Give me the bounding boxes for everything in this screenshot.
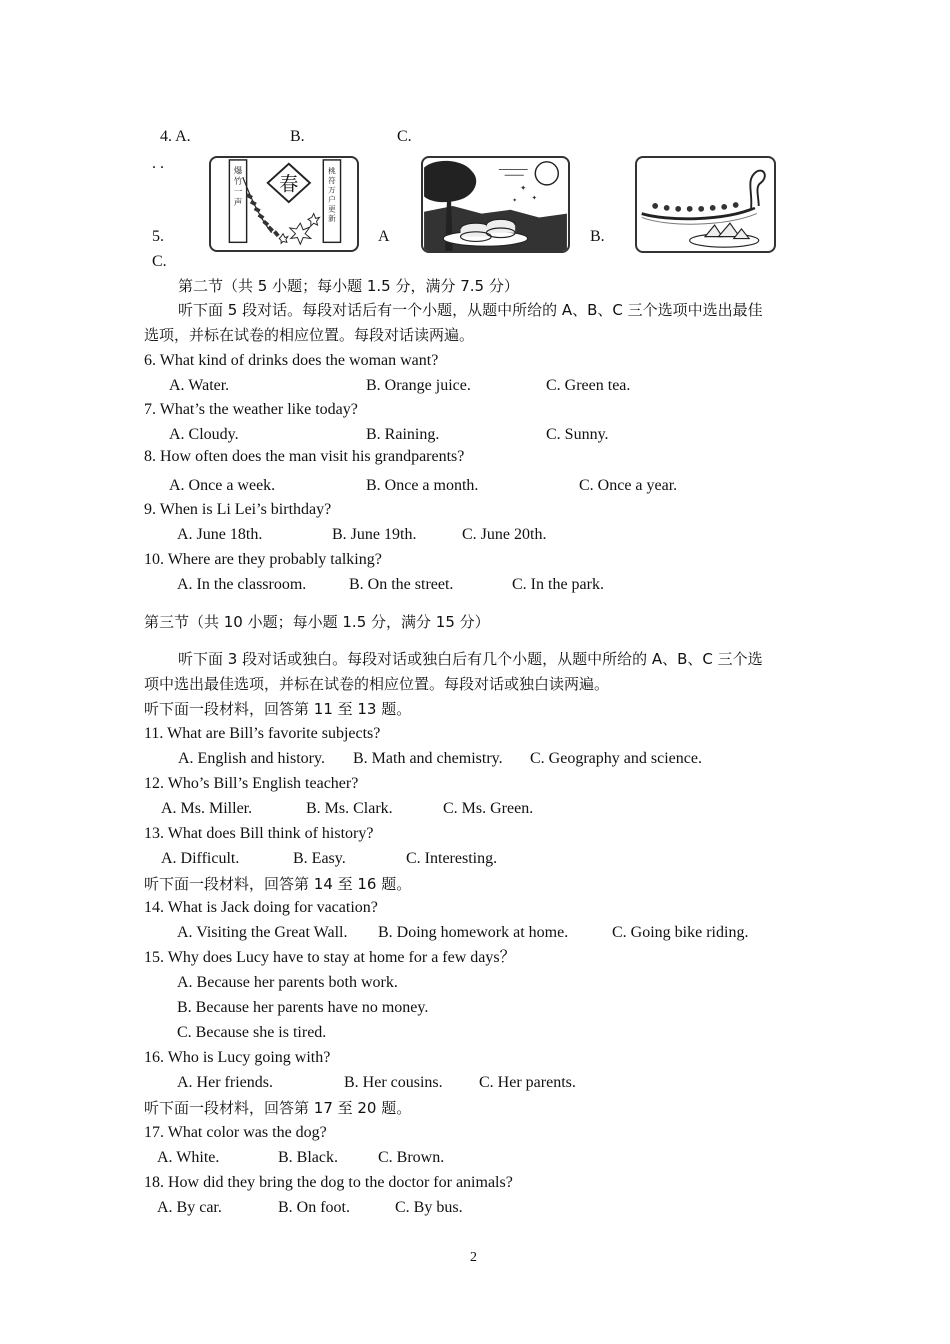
q11-question: 11. What are Bill’s favorite subjects? (144, 725, 381, 742)
q15-option-a: A. Because her parents both work. (177, 974, 398, 991)
q8-option-a: A. Once a week. (169, 477, 276, 494)
mid-autumn-picture (421, 156, 570, 253)
q9-question: 9. When is Li Lei’s birthday? (144, 501, 332, 518)
q9-option-a: A. June 18th. (177, 526, 263, 543)
q5-number: 5. (152, 228, 164, 245)
q14-question: 14. What is Jack doing for vacation? (144, 899, 378, 916)
q12-option-b: B. Ms. Clark. (306, 800, 393, 817)
q10-option-c: C. In the park. (512, 576, 604, 593)
q18-option-b: B. On foot. (278, 1199, 350, 1216)
q6-option-c: C. Green tea. (546, 377, 631, 394)
q17-question: 17. What color was the dog? (144, 1124, 327, 1141)
q13-option-a: A. Difficult. (161, 850, 240, 867)
q18-option-c: C. By bus. (395, 1199, 463, 1216)
q11-option-a: A. English and history. (178, 750, 325, 767)
q4-option-c-label: C. (397, 128, 412, 145)
section2-instruction-line1: 听下面 5 段对话。每段对话后有一个小题，从题中所给的 A、B、C 三个选项中选出最佳 (178, 301, 763, 319)
q7-option-c: C. Sunny. (546, 426, 609, 443)
right-couplet-text: 桃符万户更新 (328, 166, 336, 224)
svg-text:✦: ✦ (519, 183, 527, 193)
q11-option-b: B. Math and chemistry. (353, 750, 503, 767)
spring-festival-illustration (211, 158, 357, 250)
q15-question: 15. Why does Lucy have to stay at home for a few days？ (144, 949, 516, 966)
q17-option-b: B. Black. (278, 1149, 338, 1166)
left-couplet-text: 爆竹一声 (233, 166, 243, 208)
q10-option-b: B. On the street. (349, 576, 454, 593)
page-number: 2 (470, 1250, 477, 1265)
q5-stray-dots: . . (152, 155, 164, 172)
q13-option-b: B. Easy. (293, 850, 346, 867)
q10-question: 10. Where are they probably talking? (144, 551, 382, 568)
q16-option-c: C. Her parents. (479, 1074, 576, 1091)
section2-title: 第二节（共 5 小题；每小题 1.5 分，满分 7.5 分） (178, 277, 519, 295)
section3-instruction-line1: 听下面 3 段对话或独白。每段对话或独白后有几个小题，从题中所给的 A、B、C 三个选 (178, 650, 763, 668)
q17-option-c: C. Brown. (378, 1149, 445, 1166)
svg-text:✦: ✦ (531, 194, 538, 203)
q6-option-a: A. Water. (169, 377, 230, 394)
q7-option-a: A. Cloudy. (169, 426, 239, 443)
spring-festival-picture (209, 156, 359, 252)
dragon-boat-illustration (637, 158, 774, 251)
q14-option-a: A. Visiting the Great Wall. (177, 924, 348, 941)
q11-option-c: C. Geography and science. (530, 750, 702, 767)
mid-autumn-illustration (423, 158, 568, 251)
q4-number: 4. A. (160, 128, 191, 145)
section2-instruction-line2: 选项，并标在试卷的相应位置。每段对话读两遍。 (144, 326, 475, 344)
q14-option-c: C. Going bike riding. (612, 924, 749, 941)
q8-option-b: B. Once a month. (366, 477, 479, 494)
material1-intro: 听下面一段材料，回答第 11 至 13 题。 (144, 700, 412, 718)
q5-option-a-label: A (378, 228, 390, 245)
q13-option-c: C. Interesting. (406, 850, 498, 867)
q16-option-a: A. Her friends. (177, 1074, 273, 1091)
q15-option-c: C. Because she is tired. (177, 1024, 327, 1041)
q15-option-b: B. Because her parents have no money. (177, 999, 429, 1016)
q16-option-b: B. Her cousins. (344, 1074, 443, 1091)
q12-option-a: A. Ms. Miller. (161, 800, 253, 817)
q9-option-c: C. June 20th. (462, 526, 547, 543)
q8-question: 8. How often does the man visit his grandparents? (144, 448, 465, 465)
q12-question: 12. Who’s Bill’s English teacher? (144, 775, 359, 792)
q6-option-b: B. Orange juice. (366, 377, 471, 394)
q17-option-a: A. White. (157, 1149, 220, 1166)
q12-option-c: C. Ms. Green. (443, 800, 534, 817)
q18-question: 18. How did they bring the dog to the doctor for animals? (144, 1174, 513, 1191)
q4-option-b-label: B. (290, 128, 305, 145)
material3-intro: 听下面一段材料，回答第 17 至 20 题。 (144, 1099, 412, 1117)
q5-option-b-label: B. (590, 228, 605, 245)
q8-option-c: C. Once a year. (579, 477, 678, 494)
q16-question: 16. Who is Lucy going with? (144, 1049, 331, 1066)
svg-text:✦: ✦ (512, 198, 518, 205)
chun-character: 春 (279, 172, 299, 196)
q7-question: 7. What’s the weather like today? (144, 401, 358, 418)
q10-option-a: A. In the classroom. (177, 576, 307, 593)
q9-option-b: B. June 19th. (332, 526, 417, 543)
q13-question: 13. What does Bill think of history? (144, 825, 374, 842)
q14-option-b: B. Doing homework at home. (378, 924, 569, 941)
q18-option-a: A. By car. (157, 1199, 222, 1216)
section3-title: 第三节（共 10 小题；每小题 1.5 分，满分 15 分） (144, 613, 490, 631)
material2-intro: 听下面一段材料，回答第 14 至 16 题。 (144, 875, 412, 893)
dragon-boat-picture (635, 156, 776, 253)
q5-option-c-label: C. (152, 253, 167, 270)
q6-question: 6. What kind of drinks does the woman want? (144, 352, 439, 369)
q7-option-b: B. Raining. (366, 426, 440, 443)
section3-instruction-line2: 项中选出最佳选项，并标在试卷的相应位置。每段对话或独白读两遍。 (144, 675, 610, 693)
